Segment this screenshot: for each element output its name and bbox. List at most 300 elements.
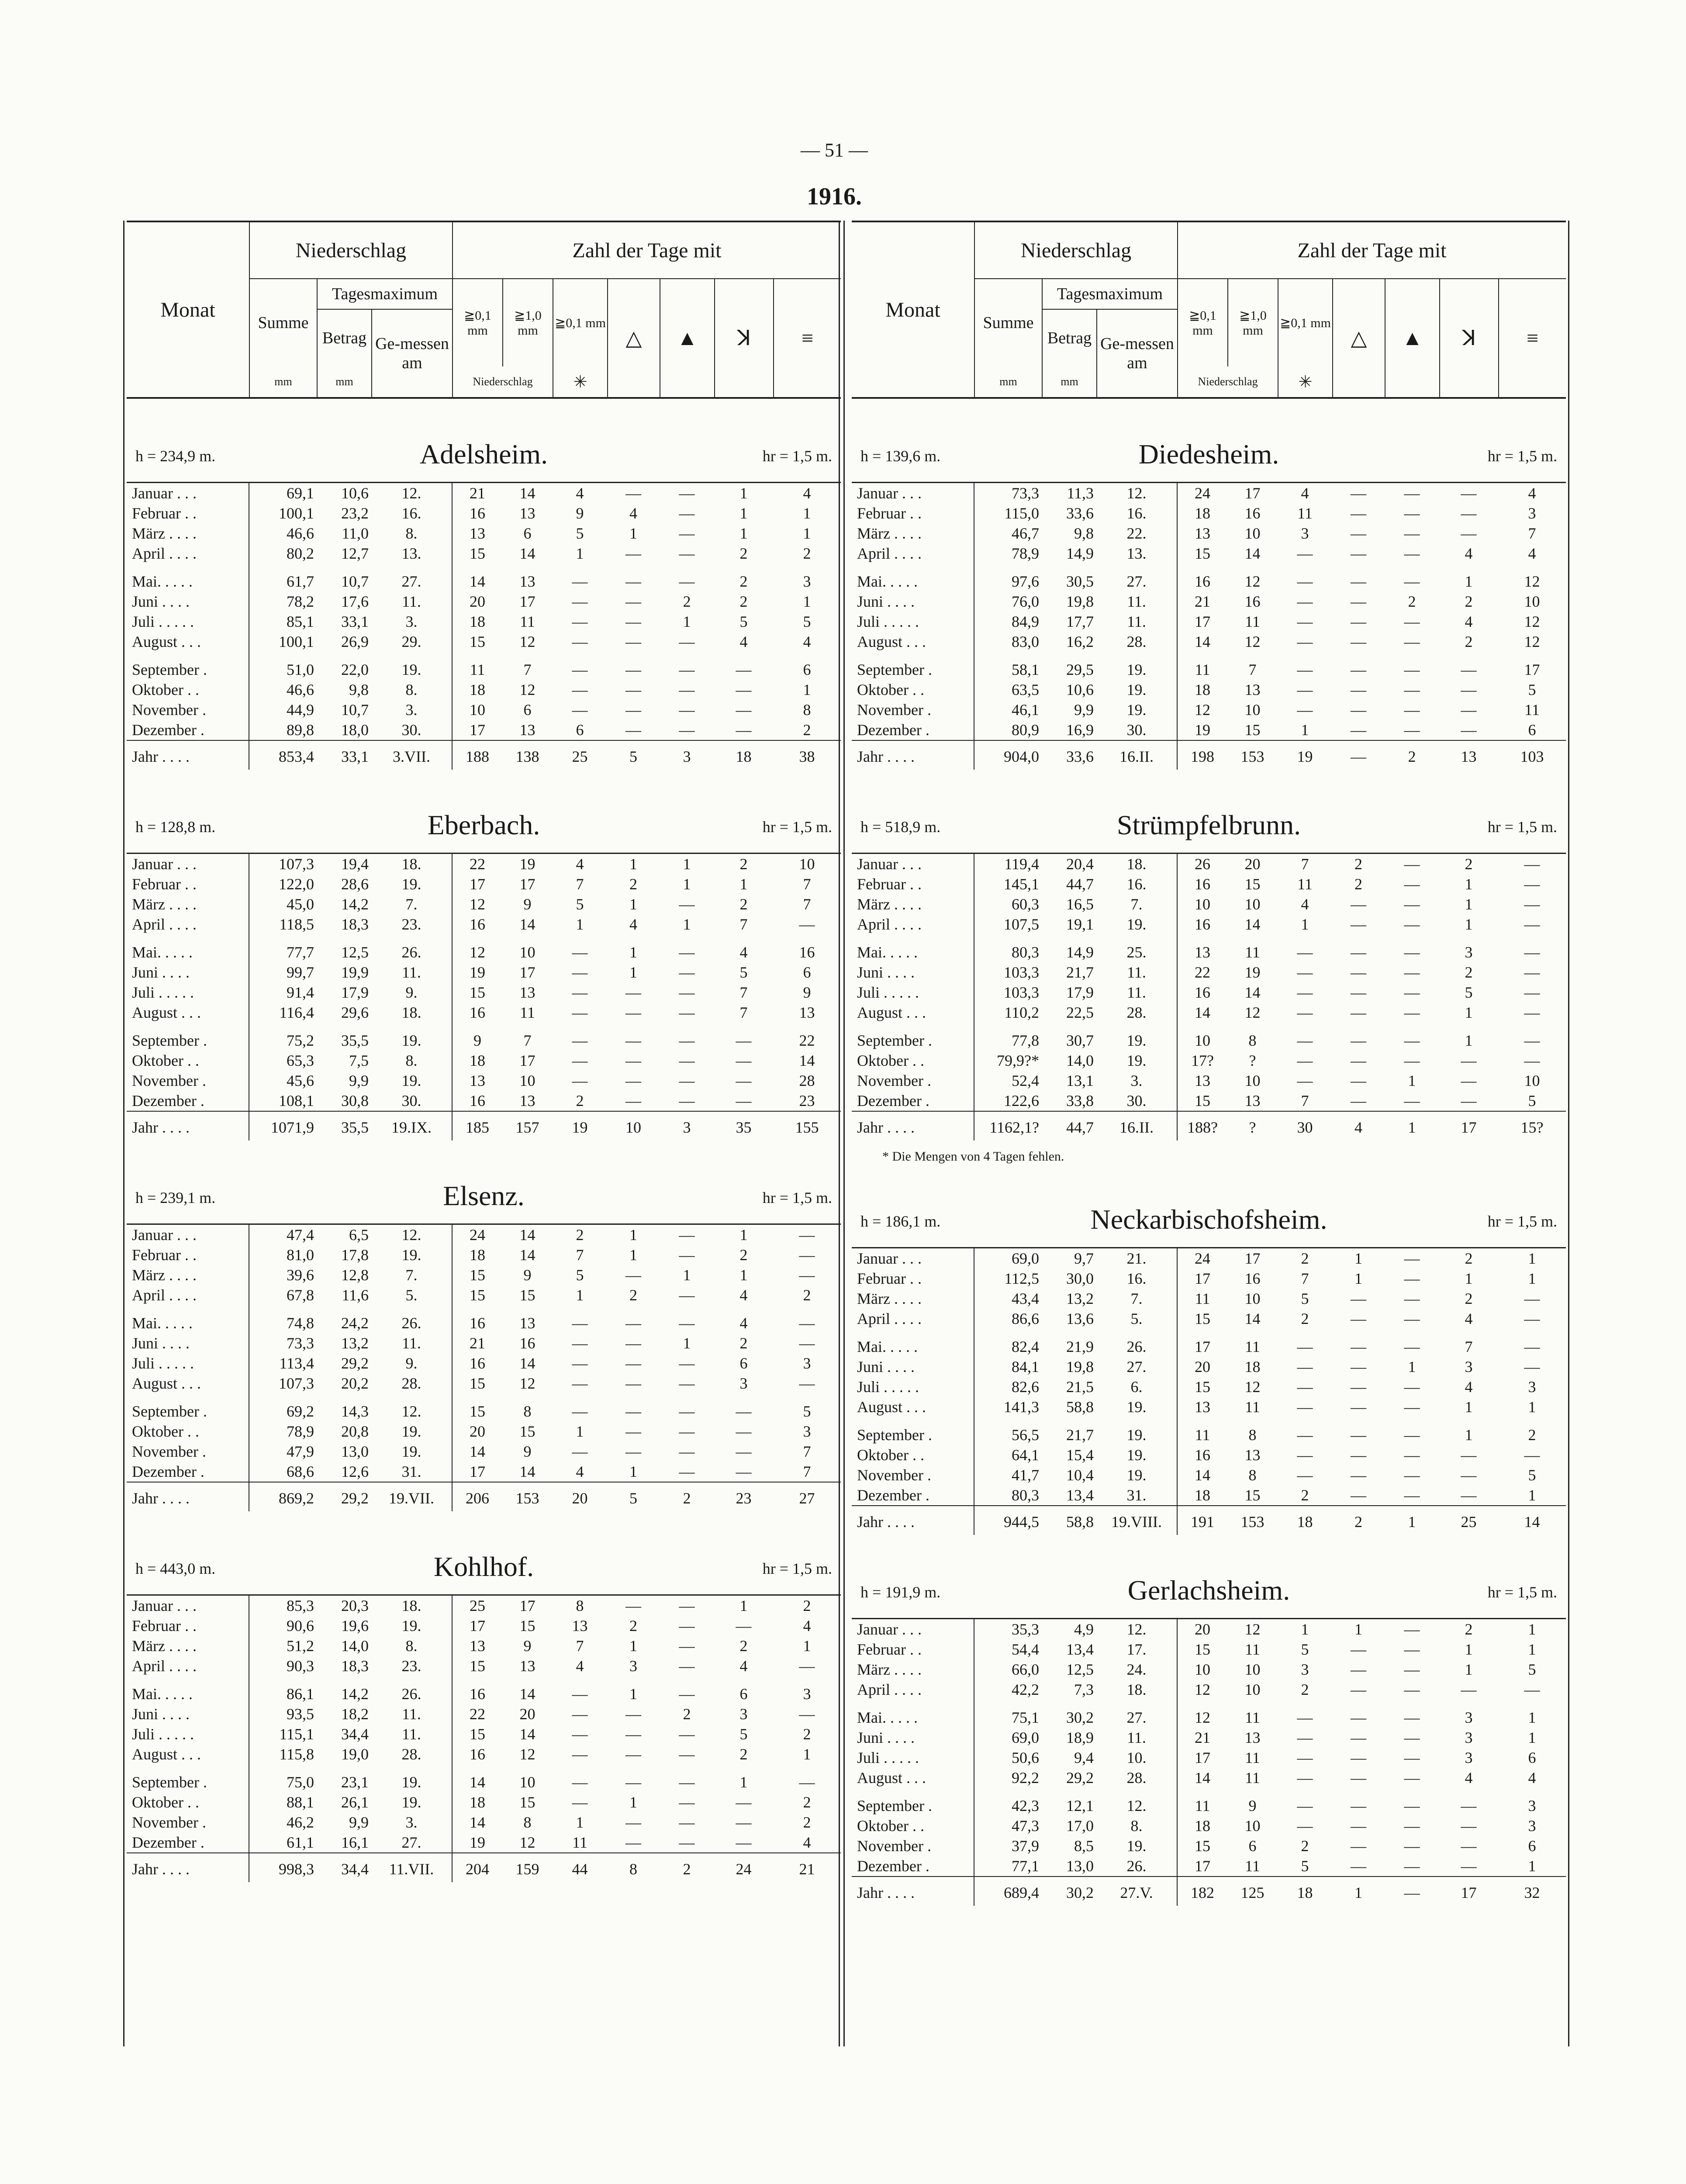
data-cell: 2: [1465, 1290, 1473, 1307]
data-cell: 24: [714, 1853, 773, 1882]
data-cell: 3: [1528, 505, 1536, 522]
data-cell: 18: [452, 612, 502, 632]
month-label: April . . . .: [132, 1286, 197, 1304]
data-cell: —: [1351, 1486, 1366, 1504]
month-label: Juni . . . .: [132, 593, 190, 610]
table-row: [127, 982, 841, 1002]
data-cell: —: [1297, 1338, 1313, 1355]
data-cell: 17: [519, 875, 536, 893]
month-label: Juli . . . . .: [132, 984, 194, 1001]
table-row: [852, 1485, 1566, 1506]
data-cell: 27.: [1126, 1358, 1147, 1375]
data-cell: —: [572, 1355, 588, 1372]
data-cell: 12.: [401, 1226, 422, 1244]
data-cell: 13: [519, 505, 536, 522]
data-cell: 15: [519, 1423, 536, 1440]
data-cell: 17.: [1126, 1641, 1147, 1658]
data-cell: —: [625, 545, 641, 562]
table-row: [127, 1832, 841, 1853]
table-row: [127, 1051, 841, 1071]
data-cell: 15,4: [1066, 1446, 1094, 1464]
month-label: August . . .: [857, 1769, 926, 1787]
data-cell: —: [1297, 1358, 1313, 1375]
station-title-bar: [127, 1542, 841, 1594]
data-cell: 18: [452, 1792, 502, 1812]
data-cell: 1: [629, 1637, 637, 1655]
station-title-bar: [852, 429, 1566, 482]
month-label: Juli . . . . .: [132, 1355, 194, 1372]
data-cell: 11.: [1127, 964, 1146, 981]
data-cell: 41,7: [974, 1465, 1042, 1485]
data-cell: 1: [803, 1745, 811, 1763]
data-cell: —: [736, 701, 752, 719]
data-cell: 122,6: [974, 1091, 1042, 1111]
data-cell: 5: [576, 525, 584, 542]
data-cell: 92,2: [974, 1768, 1042, 1788]
data-cell: 18.: [1126, 1681, 1147, 1698]
month-label: Januar . . .: [132, 1597, 197, 1614]
data-cell: 1: [1465, 1398, 1473, 1416]
station-gauge-height: hr = 1,5 m.: [762, 1189, 832, 1206]
data-cell: 8.: [405, 525, 418, 542]
data-cell: —: [679, 1403, 695, 1420]
data-cell: 191: [1177, 1506, 1227, 1535]
data-cell: —: [679, 964, 695, 981]
data-cell: 107,3: [249, 1373, 317, 1393]
year-total-row: [127, 1111, 841, 1140]
data-cell: 13: [519, 1657, 536, 1675]
data-cell: —: [625, 1334, 641, 1352]
data-cell: 19.: [401, 875, 422, 893]
table-row: [127, 1224, 841, 1245]
data-cell: 75,2: [249, 1023, 317, 1051]
data-cell: —: [1351, 633, 1366, 650]
data-cell: —: [572, 1705, 588, 1723]
data-cell: 3: [1528, 1817, 1536, 1835]
data-cell: —: [736, 1072, 752, 1089]
data-cell: 1: [1528, 1857, 1536, 1875]
data-cell: 1: [1528, 1250, 1536, 1267]
data-cell: —: [1351, 1769, 1366, 1787]
data-cell: —: [1351, 1749, 1366, 1766]
data-cell: 125: [1227, 1876, 1278, 1906]
month-label: Mai. . . . .: [132, 943, 193, 961]
data-cell: 9: [452, 1023, 502, 1051]
data-cell: 4,9: [1074, 1621, 1094, 1638]
month-label: Januar . . .: [857, 484, 922, 502]
data-cell: 10: [1244, 1290, 1261, 1307]
data-cell: 3: [1465, 1709, 1473, 1726]
data-cell: 47,4: [249, 1224, 317, 1245]
data-cell: 13: [519, 984, 536, 1001]
data-cell: 100,1: [249, 632, 317, 652]
data-cell: 14: [1177, 632, 1227, 652]
table-row: [852, 1445, 1566, 1465]
snow-icon: ✳: [553, 366, 607, 397]
data-cell: 2: [739, 1637, 748, 1655]
page-number: — 51 —: [801, 139, 868, 161]
thunder-icon: ꓘ: [1439, 279, 1498, 397]
header-summe-unit: mm: [974, 366, 1042, 397]
station-gauge-height: hr = 1,5 m.: [1487, 447, 1557, 465]
data-cell: 20,3: [341, 1597, 369, 1614]
data-cell: 2: [683, 1705, 691, 1723]
data-cell: 10: [1244, 895, 1261, 913]
data-cell: 4: [1465, 1378, 1473, 1396]
data-cell: 6: [739, 1355, 748, 1372]
data-cell: 22: [452, 854, 502, 874]
data-cell: 18: [1278, 1876, 1332, 1906]
data-cell: 7: [739, 1004, 748, 1021]
month-label: Jahr . . . .: [852, 1876, 974, 1906]
data-cell: 65,3: [249, 1051, 317, 1071]
data-cell: 77,1: [974, 1856, 1042, 1876]
data-cell: 1: [683, 1334, 691, 1352]
table-row: [127, 563, 841, 591]
data-cell: 1: [683, 1266, 691, 1284]
data-cell: 19,8: [1066, 593, 1094, 610]
data-cell: 115,1: [249, 1724, 317, 1744]
month-label: Februar . .: [857, 505, 922, 522]
data-cell: —: [1351, 1466, 1366, 1484]
month-label: März . . . .: [857, 525, 922, 542]
data-cell: 18,3: [341, 916, 369, 933]
header-summe: Summe: [974, 279, 1042, 366]
data-cell: 34,4: [317, 1853, 371, 1882]
data-cell: 11: [1245, 1769, 1260, 1787]
data-cell: 1: [739, 484, 748, 502]
data-cell: 17: [1244, 484, 1261, 502]
data-cell: 17: [1177, 1329, 1227, 1357]
data-cell: 7,5: [349, 1052, 369, 1069]
data-cell: —: [572, 701, 588, 719]
month-label: August . . .: [857, 1004, 926, 1021]
table-row: [127, 914, 841, 934]
data-cell: 6: [803, 661, 811, 678]
data-cell: 16: [1177, 874, 1227, 894]
data-cell: 13: [519, 573, 536, 590]
table-header: [127, 221, 841, 399]
data-cell: 1: [739, 1773, 748, 1791]
data-cell: 35,3: [974, 1619, 1042, 1640]
table-row: [852, 874, 1566, 894]
data-cell: 85,3: [249, 1595, 317, 1616]
data-cell: 10.: [1126, 1749, 1147, 1766]
data-cell: 10,6: [341, 484, 369, 502]
data-cell: 182: [1177, 1876, 1227, 1906]
data-cell: 13: [1244, 1729, 1261, 1746]
data-cell: 1: [1528, 1729, 1536, 1746]
data-cell: —: [1385, 1876, 1439, 1906]
data-cell: 19: [519, 855, 536, 873]
data-cell: 1: [1465, 916, 1473, 933]
data-cell: —: [625, 681, 641, 698]
data-cell: 24,2: [341, 1314, 369, 1332]
data-cell: 2: [1465, 1250, 1473, 1267]
data-cell: 7: [1528, 525, 1536, 542]
data-cell: 19,8: [1066, 1358, 1094, 1375]
month-label: August . . .: [857, 1398, 926, 1416]
data-cell: 12: [519, 1745, 536, 1763]
data-cell: —: [1404, 1661, 1420, 1678]
data-cell: 5: [1301, 1290, 1309, 1307]
data-cell: —: [625, 613, 641, 630]
data-cell: 13,2: [341, 1334, 369, 1352]
table-row: [852, 1748, 1566, 1768]
month-label: Januar . . .: [857, 1621, 922, 1638]
data-cell: —: [1404, 573, 1420, 590]
data-cell: 17: [452, 874, 502, 894]
data-cell: 5: [1528, 1661, 1536, 1678]
data-cell: 12: [1524, 573, 1540, 590]
data-cell: 9,7: [1074, 1250, 1094, 1267]
table-row: [852, 1768, 1566, 1788]
data-cell: 19: [1177, 720, 1227, 740]
data-cell: 23: [714, 1482, 773, 1511]
station-gauge-height: hr = 1,5 m.: [1487, 818, 1557, 836]
table-row: [127, 1305, 841, 1333]
month-label: Dezember .: [857, 1486, 929, 1504]
data-cell: 7.: [1130, 895, 1143, 913]
data-cell: 10: [799, 855, 815, 873]
data-cell: 5: [739, 613, 748, 630]
table-row: [852, 1002, 1566, 1023]
data-cell: 2: [803, 1286, 811, 1304]
data-cell: 8: [803, 701, 811, 719]
data-cell: 159: [502, 1853, 553, 1882]
data-cell: 22,0: [341, 661, 369, 678]
fog-icon: ≡: [773, 279, 841, 397]
table-row: [852, 1023, 1566, 1051]
table-row: [852, 503, 1566, 523]
data-cell: 17: [1177, 1856, 1227, 1876]
data-cell: —: [625, 1032, 641, 1049]
table-row: [127, 680, 841, 700]
data-cell: 10: [1244, 1817, 1261, 1835]
data-cell: 24: [1177, 1248, 1227, 1269]
data-cell: —: [625, 721, 641, 739]
data-cell: 30,2: [1066, 1709, 1094, 1726]
table-row: [127, 962, 841, 982]
data-cell: —: [1351, 1641, 1366, 1658]
data-cell: 20,8: [341, 1423, 369, 1440]
data-cell: 6.: [1130, 1378, 1143, 1396]
data-cell: —: [572, 1725, 588, 1743]
data-cell: 21: [773, 1853, 841, 1882]
month-label: April . . . .: [132, 545, 197, 562]
data-cell: 25: [1439, 1506, 1498, 1535]
data-cell: 15: [1177, 1836, 1227, 1856]
data-cell: —: [679, 573, 695, 590]
data-cell: 16.II.: [1096, 1111, 1177, 1140]
header-monat: Monat: [885, 298, 940, 321]
data-cell: —: [679, 1314, 695, 1332]
data-cell: —: [1524, 1338, 1540, 1355]
table-row: [852, 632, 1566, 652]
table-row: [852, 700, 1566, 720]
data-cell: 12,7: [341, 545, 369, 562]
data-cell: 13: [572, 1617, 588, 1635]
header-betrag-unit: mm: [1042, 366, 1096, 397]
data-cell: 7: [576, 1637, 584, 1655]
data-cell: 115,8: [249, 1744, 317, 1764]
data-cell: 18.: [401, 855, 422, 873]
data-cell: 77,8: [974, 1023, 1042, 1051]
month-label: März . . . .: [857, 1290, 922, 1307]
data-cell: 153: [502, 1482, 553, 1511]
data-cell: 18: [1177, 1485, 1227, 1506]
data-cell: 42,2: [974, 1679, 1042, 1700]
data-cell: 30.: [1126, 1092, 1147, 1109]
data-cell: —: [572, 633, 588, 650]
data-cell: 188?: [1177, 1111, 1227, 1140]
table-row: [852, 1659, 1566, 1679]
data-cell: —: [679, 1794, 695, 1811]
data-cell: 18: [714, 740, 773, 770]
data-cell: —: [1461, 505, 1477, 522]
data-cell: 12: [1177, 1700, 1227, 1728]
data-cell: 18: [1278, 1506, 1332, 1535]
data-cell: —: [679, 1355, 695, 1372]
data-cell: 73,3: [974, 483, 1042, 504]
data-cell: 54,4: [974, 1639, 1042, 1659]
data-cell: —: [1297, 943, 1313, 961]
table-row: [852, 1051, 1566, 1071]
data-cell: 15: [452, 1724, 502, 1744]
data-cell: 869,2: [249, 1482, 317, 1511]
data-cell: 904,0: [974, 740, 1042, 770]
data-cell: —: [1351, 1358, 1366, 1375]
data-cell: 29,2: [341, 1355, 369, 1372]
data-cell: —: [736, 1443, 752, 1460]
data-cell: —: [679, 1072, 695, 1089]
data-cell: 81,0: [249, 1245, 317, 1265]
data-cell: 33,6: [1066, 505, 1094, 522]
data-cell: 2: [739, 545, 748, 562]
data-cell: —: [572, 1794, 588, 1811]
data-cell: 4: [629, 505, 637, 522]
data-cell: 13: [452, 523, 502, 543]
data-cell: 7: [803, 895, 811, 913]
data-cell: 30,5: [1066, 573, 1094, 590]
data-cell: —: [625, 1266, 641, 1284]
data-cell: 1: [1354, 1621, 1362, 1638]
table-row: [852, 652, 1566, 680]
data-cell: 19,6: [341, 1617, 369, 1635]
data-cell: 2: [1354, 855, 1362, 873]
station-block: [127, 429, 841, 770]
data-cell: 19,0: [341, 1745, 369, 1763]
data-cell: 35,5: [317, 1111, 371, 1140]
table-row: [852, 720, 1566, 740]
data-cell: —: [679, 681, 695, 698]
data-cell: 13: [1439, 740, 1498, 770]
data-cell: 4: [1465, 613, 1473, 630]
table-row: [852, 1248, 1566, 1269]
table-row: [852, 1728, 1566, 1748]
data-cell: 7: [803, 875, 811, 893]
data-cell: —: [679, 1745, 695, 1763]
table-row: [852, 1357, 1566, 1377]
data-cell: —: [1404, 1466, 1420, 1484]
data-cell: 3: [660, 1111, 714, 1140]
data-cell: 3: [1301, 525, 1309, 542]
data-cell: 10: [1244, 1661, 1261, 1678]
data-cell: —: [799, 1314, 815, 1332]
data-cell: —: [1404, 1486, 1420, 1504]
data-cell: —: [1404, 1378, 1420, 1396]
data-cell: —: [1461, 1466, 1477, 1484]
data-cell: —: [1404, 545, 1420, 562]
data-cell: —: [1404, 964, 1420, 981]
data-cell: 15: [1244, 875, 1261, 893]
data-cell: 20: [452, 591, 502, 612]
month-label: März . . . .: [132, 1266, 197, 1284]
data-cell: —: [1351, 721, 1366, 739]
data-cell: 16.: [1126, 1270, 1147, 1287]
data-cell: 2: [739, 593, 748, 610]
table-row: [852, 1289, 1566, 1309]
data-cell: 3: [803, 1423, 811, 1440]
data-cell: 1: [1465, 1270, 1473, 1287]
data-cell: 17,7: [1066, 613, 1094, 630]
data-cell: 84,1: [974, 1357, 1042, 1377]
month-label: März . . . .: [857, 1661, 922, 1678]
data-cell: 2: [739, 895, 748, 913]
data-cell: 21: [452, 1333, 502, 1353]
data-cell: 19.: [1126, 1446, 1147, 1464]
data-cell: 56,5: [974, 1417, 1042, 1445]
data-cell: 7: [523, 661, 532, 678]
data-cell: 80,9: [974, 720, 1042, 740]
table-row: [127, 1462, 841, 1482]
header-ge10: ≧1,0 mm: [1227, 279, 1278, 366]
station-title-bar: [852, 800, 1566, 853]
year-total-row: [852, 1876, 1566, 1906]
data-cell: 103: [1498, 740, 1566, 770]
data-cell: —: [1404, 1769, 1420, 1787]
data-cell: —: [625, 1403, 641, 1420]
data-cell: 12,6: [341, 1463, 369, 1480]
data-cell: 19.: [1126, 1032, 1147, 1049]
data-cell: —: [736, 1423, 752, 1440]
data-cell: 14,0: [341, 1637, 369, 1655]
data-cell: 13: [1177, 1397, 1227, 1417]
data-cell: 15: [452, 1285, 502, 1305]
data-cell: 10: [519, 943, 536, 961]
data-cell: —: [572, 1334, 588, 1352]
data-cell: —: [679, 1226, 695, 1244]
data-cell: 5: [803, 1403, 811, 1420]
data-cell: 4: [576, 855, 584, 873]
table-row: [127, 720, 841, 740]
data-cell: —: [679, 505, 695, 522]
station-data-table: [852, 1247, 1566, 1535]
table-row: [127, 1265, 841, 1285]
data-cell: —: [679, 1443, 695, 1460]
data-cell: 17: [1439, 1876, 1498, 1906]
station-name: Eberbach.: [427, 809, 540, 840]
data-cell: 51,2: [249, 1636, 317, 1656]
data-cell: 15: [452, 632, 502, 652]
data-cell: —: [625, 1004, 641, 1021]
data-cell: 11: [1177, 652, 1227, 680]
data-cell: 1: [1301, 721, 1309, 739]
data-cell: 11: [1297, 875, 1313, 893]
data-cell: 21.: [1126, 1250, 1147, 1267]
data-cell: 19.: [401, 1072, 422, 1089]
data-cell: 15: [452, 1656, 502, 1676]
